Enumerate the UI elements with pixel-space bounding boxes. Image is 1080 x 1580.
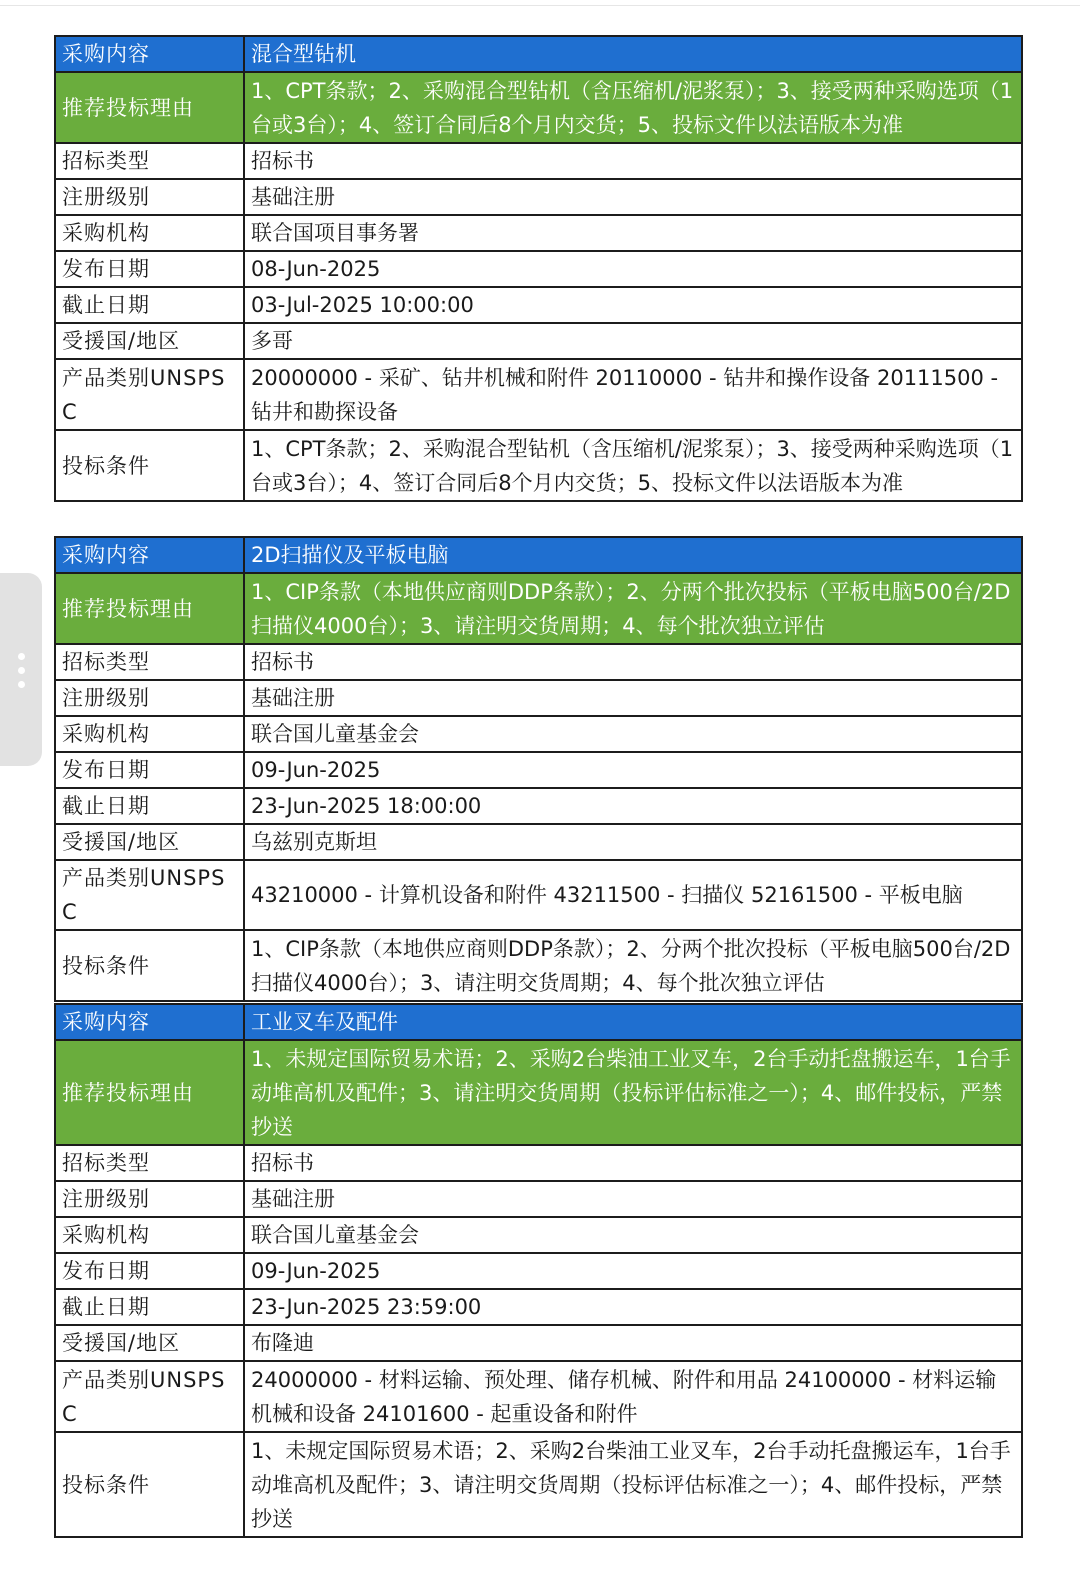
row-label: 注册级别: [55, 680, 244, 716]
tender-table-3: [54, 1003, 1023, 1538]
header-value: 混合型钻机: [244, 36, 1022, 72]
row-value: 03-Jul-2025 10:00:00: [244, 287, 1022, 323]
row-label: 发布日期: [55, 1253, 244, 1289]
row-label: 投标条件: [55, 430, 244, 501]
row-value: 联合国项目事务署: [244, 215, 1022, 251]
row-value: 09-Jun-2025: [244, 1253, 1022, 1289]
table-row: [55, 359, 1022, 430]
row-value: 基础注册: [244, 179, 1022, 215]
table-header-row: [55, 36, 1022, 72]
tender-table-2: [54, 536, 1023, 1002]
header-label: 采购内容: [55, 1004, 244, 1040]
row-label: 投标条件: [55, 930, 244, 1001]
reason-label: 推荐投标理由: [55, 1040, 244, 1145]
table-row: [55, 1217, 1022, 1253]
tender-table-1: [54, 35, 1023, 502]
table-row: [55, 1253, 1022, 1289]
table-row: [55, 680, 1022, 716]
header-value: 工业叉车及配件: [244, 1004, 1022, 1040]
reason-row: [55, 573, 1022, 644]
table-row: [55, 1289, 1022, 1325]
reason-value: 1、CIP条款（本地供应商则DDP条款）；2、分两个批次投标（平板电脑500台/2D扫描仪4000台）；3、请注明交货周期；4、每个批次独立评估: [244, 573, 1022, 644]
table-row: [55, 788, 1022, 824]
table-row: [55, 1181, 1022, 1217]
row-label: 招标类型: [55, 644, 244, 680]
row-label: 采购机构: [55, 716, 244, 752]
row-label: 注册级别: [55, 1181, 244, 1217]
reason-label: 推荐投标理由: [55, 573, 244, 644]
row-label: 发布日期: [55, 752, 244, 788]
row-value: 1、CIP条款（本地供应商则DDP条款）；2、分两个批次投标（平板电脑500台/2D扫描仪4000台）；3、请注明交货周期；4、每个批次独立评估: [244, 930, 1022, 1001]
row-value: 招标书: [244, 1145, 1022, 1181]
table-header-row: [55, 537, 1022, 573]
table-row: [55, 752, 1022, 788]
top-divider: [0, 5, 1080, 6]
row-value: 24000000 - 材料运输、预处理、储存机械、附件和用品 24100000 - 材料运输机械和设备 24101600 - 起重设备和附件: [244, 1361, 1022, 1432]
table-row: [55, 1145, 1022, 1181]
reason-row: [55, 72, 1022, 143]
header-label: 采购内容: [55, 36, 244, 72]
row-label: 注册级别: [55, 179, 244, 215]
table-row: [55, 1432, 1022, 1537]
table-row: [55, 179, 1022, 215]
table-row: [55, 215, 1022, 251]
row-value: 1、CPT条款；2、采购混合型钻机（含压缩机/泥浆泵）；3、接受两种采购选项（1台或3台）；4、签订合同后8个月内交货；5、投标文件以法语版本为准: [244, 430, 1022, 501]
handle-dot-icon: [18, 681, 25, 688]
table-row: [55, 287, 1022, 323]
table-row: [55, 716, 1022, 752]
table-row: [55, 251, 1022, 287]
row-value: 乌兹别克斯坦: [244, 824, 1022, 860]
row-label: 产品类别UNSPSC: [55, 860, 244, 930]
handle-dot-icon: [18, 653, 25, 660]
row-label: 截止日期: [55, 287, 244, 323]
row-value: 联合国儿童基金会: [244, 716, 1022, 752]
row-label: 招标类型: [55, 143, 244, 179]
table-row: [55, 1325, 1022, 1361]
header-value: 2D扫描仪及平板电脑: [244, 537, 1022, 573]
row-label: 截止日期: [55, 788, 244, 824]
row-label: 受援国/地区: [55, 1325, 244, 1361]
reason-row: [55, 1040, 1022, 1145]
row-value: 1、未规定国际贸易术语；2、采购2台柴油工业叉车，2台手动托盘搬运车，1台手动堆高机及配件；3、请注明交货周期（投标评估标准之一）；4、邮件投标，严禁抄送: [244, 1432, 1022, 1537]
reason-value: 1、未规定国际贸易术语；2、采购2台柴油工业叉车，2台手动托盘搬运车，1台手动堆高机及配件；3、请注明交货周期（投标评估标准之一）；4、邮件投标，严禁抄送: [244, 1040, 1022, 1145]
row-value: 23-Jun-2025 23:59:00: [244, 1289, 1022, 1325]
row-label: 产品类别UNSPSC: [55, 1361, 244, 1432]
table-row: [55, 644, 1022, 680]
table-row: [55, 430, 1022, 501]
row-label: 投标条件: [55, 1432, 244, 1537]
row-label: 截止日期: [55, 1289, 244, 1325]
row-label: 采购机构: [55, 1217, 244, 1253]
header-label: 采购内容: [55, 537, 244, 573]
row-label: 招标类型: [55, 1145, 244, 1181]
row-value: 布隆迪: [244, 1325, 1022, 1361]
row-label: 发布日期: [55, 251, 244, 287]
row-value: 43210000 - 计算机设备和附件 43211500 - 扫描仪 52161500 - 平板电脑: [244, 860, 1022, 930]
row-value: 招标书: [244, 644, 1022, 680]
table-row: [55, 824, 1022, 860]
row-value: 08-Jun-2025: [244, 251, 1022, 287]
table-header-row: [55, 1004, 1022, 1040]
row-value: 多哥: [244, 323, 1022, 359]
handle-dot-icon: [18, 667, 25, 674]
row-label: 产品类别UNSPSC: [55, 359, 244, 430]
row-value: 20000000 - 采矿、钻井机械和附件 20110000 - 钻井和操作设备 20111500 - 钻井和勘探设备: [244, 359, 1022, 430]
table-row: [55, 930, 1022, 1001]
table-row: [55, 1361, 1022, 1432]
table-row: [55, 323, 1022, 359]
row-label: 受援国/地区: [55, 323, 244, 359]
reason-value: 1、CPT条款；2、采购混合型钻机（含压缩机/泥浆泵）；3、接受两种采购选项（1台或3台）；4、签订合同后8个月内交货；5、投标文件以法语版本为准: [244, 72, 1022, 143]
row-value: 基础注册: [244, 680, 1022, 716]
reason-label: 推荐投标理由: [55, 72, 244, 143]
row-value: 基础注册: [244, 1181, 1022, 1217]
side-drag-handle[interactable]: [0, 573, 42, 766]
row-value: 09-Jun-2025: [244, 752, 1022, 788]
row-label: 受援国/地区: [55, 824, 244, 860]
row-value: 联合国儿童基金会: [244, 1217, 1022, 1253]
row-value: 招标书: [244, 143, 1022, 179]
row-label: 采购机构: [55, 215, 244, 251]
row-value: 23-Jun-2025 18:00:00: [244, 788, 1022, 824]
table-row: [55, 860, 1022, 930]
table-row: [55, 143, 1022, 179]
